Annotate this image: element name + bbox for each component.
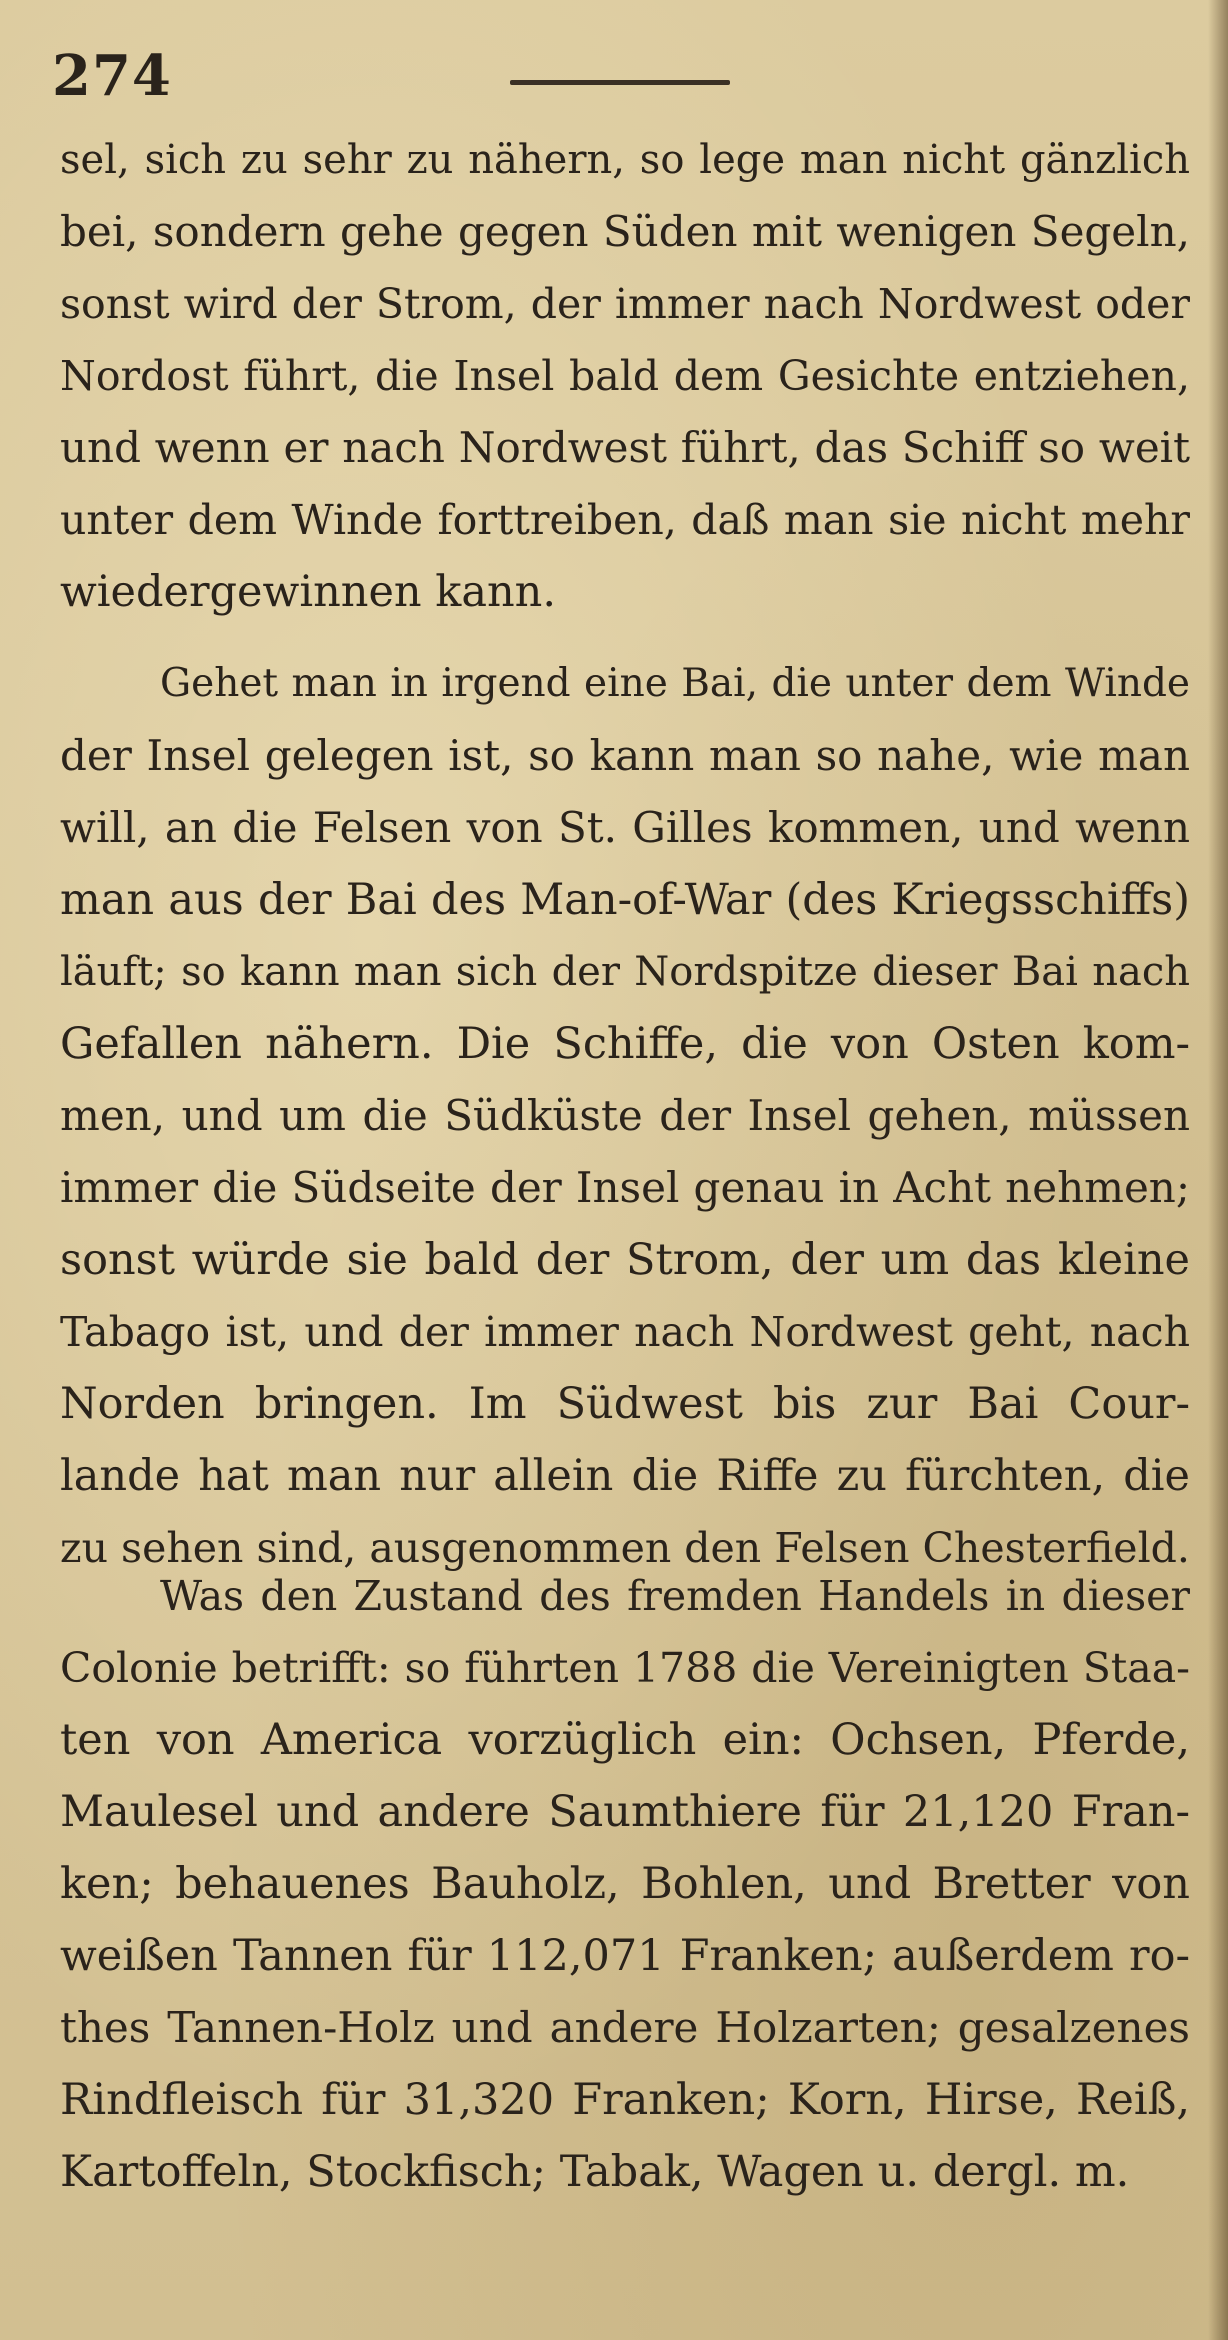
text-line: sonst wird der Strom, der immer nach Nordwest oder xyxy=(60,280,1190,328)
page-number: 274 xyxy=(52,43,172,109)
text-line: Tabago ist, und der immer nach Nordwest geht, nach xyxy=(60,1308,1190,1356)
text-line: will, an die Felsen von St. Gilles kommen, und wenn xyxy=(60,803,1190,852)
text-line: Maulesel und andere Saumthiere für 21,120 Fran- xyxy=(60,1787,1190,1837)
text-line: sonst würde sie bald der Strom, der um das kleine xyxy=(60,1235,1190,1285)
text-line: Norden bringen. Im Südwest bis zur Bai Cour- xyxy=(60,1379,1190,1429)
text-line: Gefallen nähern. Die Schiffe, die von Osten kom- xyxy=(60,1019,1190,1069)
text-line: zu sehen sind, ausgenommen den Felsen Chesterfield. xyxy=(60,1524,1190,1572)
text-line: man aus der Bai des Man-of-War (des Kriegsschiffs) xyxy=(60,875,1190,925)
text-line: ken; behauenes Bauholz, Bohlen, und Bretter von xyxy=(60,1859,1190,1909)
text-line: lande hat man nur allein die Riffe zu fürchten, die xyxy=(60,1451,1190,1501)
text-line: unter dem Winde forttreiben, daß man sie nicht mehr xyxy=(60,496,1190,544)
text-line: weißen Tannen für 112,071 Franken; außerdem ro- xyxy=(60,1931,1190,1981)
text-line: und wenn er nach Nordwest führt, das Schiff so weit xyxy=(60,423,1190,472)
text-line: wiedergewinnen kann. xyxy=(60,567,557,617)
text-line: läuft; so kann man sich der Nordspitze dieser Bai nach xyxy=(60,949,1190,995)
text-line: Rindfleisch für 31,320 Franken; Korn, Hirse, Reiß, xyxy=(60,2075,1190,2125)
text-line: der Insel gelegen ist, so kann man so nahe, wie man xyxy=(60,731,1190,780)
text-line: bei, sondern gehe gegen Süden mit wenigen Segeln, xyxy=(60,207,1190,256)
text-line: Kartoffeln, Stockfisch; Tabak, Wagen u. dergl. m. xyxy=(60,2147,1130,2197)
paragraph-2 xyxy=(60,648,1190,1584)
text-line: men, und um die Südküste der Insel gehen, müssen xyxy=(60,1091,1190,1140)
paragraph-1 xyxy=(60,124,1190,628)
page-edge-shadow xyxy=(1208,0,1228,2340)
text-line: ten von America vorzüglich ein: Ochsen, Pferde, xyxy=(60,1715,1190,1765)
text-line: Nordost führt, die Insel bald dem Gesichte entziehen, xyxy=(60,352,1190,400)
paragraph-3 xyxy=(60,1560,1190,2208)
header-rule xyxy=(510,80,730,85)
text-line: sel, sich zu sehr zu nähern, so lege man nicht gänzlich xyxy=(60,137,1190,183)
text-line: Was den Zustand des fremden Handels in dieser xyxy=(160,1572,1190,1620)
text-line: immer die Südseite der Insel genau in Acht nehmen; xyxy=(60,1163,1190,1212)
text-line: Gehet man in irgend eine Bai, die unter dem Winde xyxy=(160,661,1190,706)
text-line: thes Tannen-Holz und andere Holzarten; gesalzenes xyxy=(60,2003,1190,2052)
text-line: Colonie betrifft: so führten 1788 die Vereinigten Staa- xyxy=(60,1644,1190,1692)
